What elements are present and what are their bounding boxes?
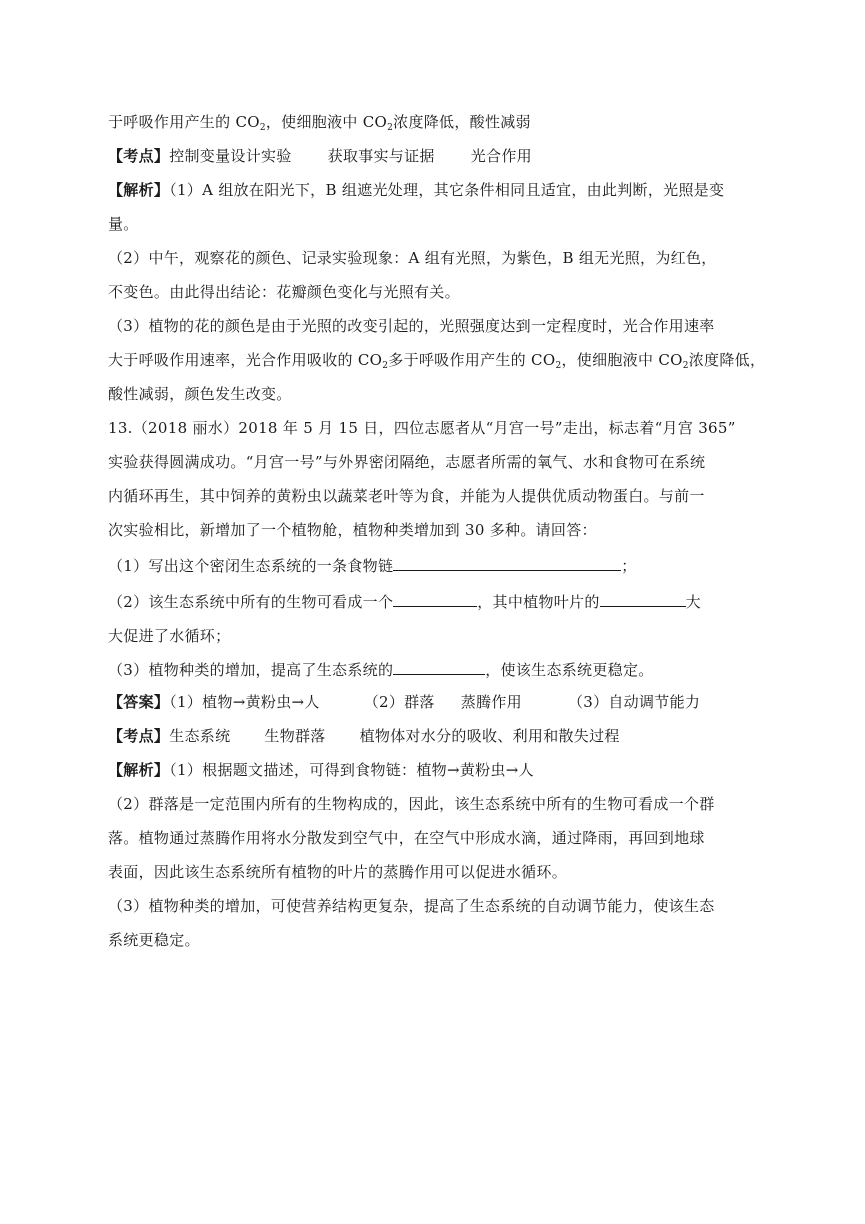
text-segment: 大促进了水循环； (108, 627, 231, 645)
text-segment: 不变色。由此得出结论：花瓣颜色变化与光照有关。 (108, 283, 460, 301)
question-13-line-3 (108, 486, 705, 506)
text-segment: 蒸腾作用 (460, 693, 522, 711)
text-segment: 植物体对水分的吸收、利用和散失过程 (359, 727, 620, 745)
text-segment: （3）植物的花的颜色是由于光照的改变引起的，光照强度达到一定程度时，光合作用速率 (108, 317, 715, 335)
text-segment: （2）群落 (363, 693, 435, 711)
text-segment: ，使细胞液中 CO (265, 113, 388, 131)
text-segment: （3）植物种类的增加，提高了生态系统的 (108, 661, 394, 679)
analysis-line-1 (108, 760, 534, 780)
question-13-line-2 (108, 452, 705, 472)
subscript: 2 (555, 361, 562, 371)
text-segment: 落。植物通过蒸腾作用将水分散发到空气中，在空气中形成水滴，通过降雨，再回到地球 (108, 829, 705, 847)
sub-question-1 (108, 556, 637, 576)
text-segment: （1）植物→黄粉虫→人 (169, 693, 320, 711)
text-segment: 次实验相比，新增加了一个植物舱，植物种类增加到 30 多种。请回答： (108, 521, 597, 539)
text-segment: ； (621, 557, 637, 575)
question-13-line-1 (108, 418, 736, 438)
text-segment: （2）该生态系统中所有的生物可看成一个 (108, 593, 394, 611)
sub-question-3 (108, 660, 654, 680)
text-segment: 浓度降低，酸性减弱 (393, 113, 531, 131)
sub-question-2 (108, 592, 701, 612)
text-segment: （3）植物种类的增加，可使营养结构更复杂，提高了生态系统的自动调节能力，使该生态 (108, 897, 715, 915)
text-segment: 系统更稳定。 (108, 931, 200, 949)
text-segment: 光合作用 (470, 147, 532, 165)
text-line-7 (108, 316, 715, 336)
analysis-line-5 (108, 896, 715, 916)
analysis-line-2 (108, 794, 715, 814)
text-line-3 (108, 180, 724, 200)
text-segment: （2）群落是一定范围内所有的生物构成的，因此，该生态系统中所有的生物可看成一个群 (108, 795, 715, 813)
answer-blank[interactable] (393, 660, 485, 675)
subscript: 2 (382, 361, 389, 371)
answer-blank[interactable] (393, 556, 621, 571)
text-segment: （2）中午，观察花的颜色、记录实验现象：A 组有光照，为紫色，B 组无光照，为红色， (108, 249, 717, 267)
text-segment: 量。 (108, 215, 139, 233)
text-line-5 (108, 248, 717, 268)
text-line-2 (108, 146, 532, 166)
analysis-line-3 (108, 828, 705, 848)
text-segment: 内循环再生，其中饲养的黄粉虫以蔬菜老叶等为食，并能为人提供优质动物蛋白。与前一 (108, 487, 705, 505)
sub-question-2-cont (108, 626, 230, 646)
text-line-6 (108, 282, 460, 302)
text-line-1 (108, 112, 531, 132)
section-label: 【解析】 (108, 761, 170, 779)
text-segment: （1）根据题文描述，可得到食物链：植物→黄粉虫→人 (169, 761, 534, 779)
text-segment: （1）写出这个密闭生态系统的一条食物链 (108, 557, 394, 575)
answer-line (108, 692, 700, 712)
text-segment: 生态系统 (169, 727, 231, 745)
text-segment: 生物群落 (264, 727, 326, 745)
answer-blank[interactable] (393, 592, 477, 607)
analysis-line-4 (108, 862, 567, 882)
text-segment: 大 (685, 593, 701, 611)
text-line-4 (108, 214, 139, 234)
text-segment: ，其中植物叶片的 (477, 593, 600, 611)
text-line-9 (108, 384, 292, 404)
text-segment: 获取事实与证据 (327, 147, 435, 165)
text-segment: 多于呼吸作用产生的 CO (388, 351, 556, 369)
text-segment: ，使该生态系统更稳定。 (485, 661, 654, 679)
text-segment: ，使细胞液中 CO (561, 351, 683, 369)
subscript: 2 (682, 361, 689, 371)
section-label: 【考点】 (108, 727, 170, 745)
question-13-line-4 (108, 520, 597, 540)
text-segment: 表面，因此该生态系统所有植物的叶片的蒸腾作用可以促进水循环。 (108, 863, 568, 881)
answer-blank[interactable] (600, 592, 686, 607)
knowledge-point-line (108, 726, 620, 746)
subscript: 2 (387, 123, 394, 133)
text-segment: 大于呼吸作用速率，光合作用吸收的 CO (108, 351, 383, 369)
section-label: 【考点】 (108, 147, 170, 165)
text-segment: 控制变量设计实验 (169, 147, 292, 165)
text-segment: （1）A 组放在阳光下，B 组遮光处理，其它条件相同且适宜，由此判断，光照是变 (169, 181, 725, 199)
text-segment: 13.（2018 丽水）2018 年 5 月 15 日，四位志愿者从“月宫一号”走出，标志着“月宫 365” (108, 419, 736, 437)
text-segment: 于呼吸作用产生的 CO (108, 113, 260, 131)
section-label: 【答案】 (108, 693, 170, 711)
text-segment: 实验获得圆满成功。“月宫一号”与外界密闭隔绝，志愿者所需的氧气、水和食物可在系统 (108, 453, 706, 471)
text-line-8 (108, 350, 765, 370)
text-segment: 酸性减弱，颜色发生改变。 (108, 385, 292, 403)
analysis-line-6 (108, 930, 200, 950)
section-label: 【解析】 (108, 181, 170, 199)
subscript: 2 (259, 123, 266, 133)
text-segment: （3）自动调节能力 (567, 693, 701, 711)
text-segment: 浓度降低， (688, 351, 766, 369)
